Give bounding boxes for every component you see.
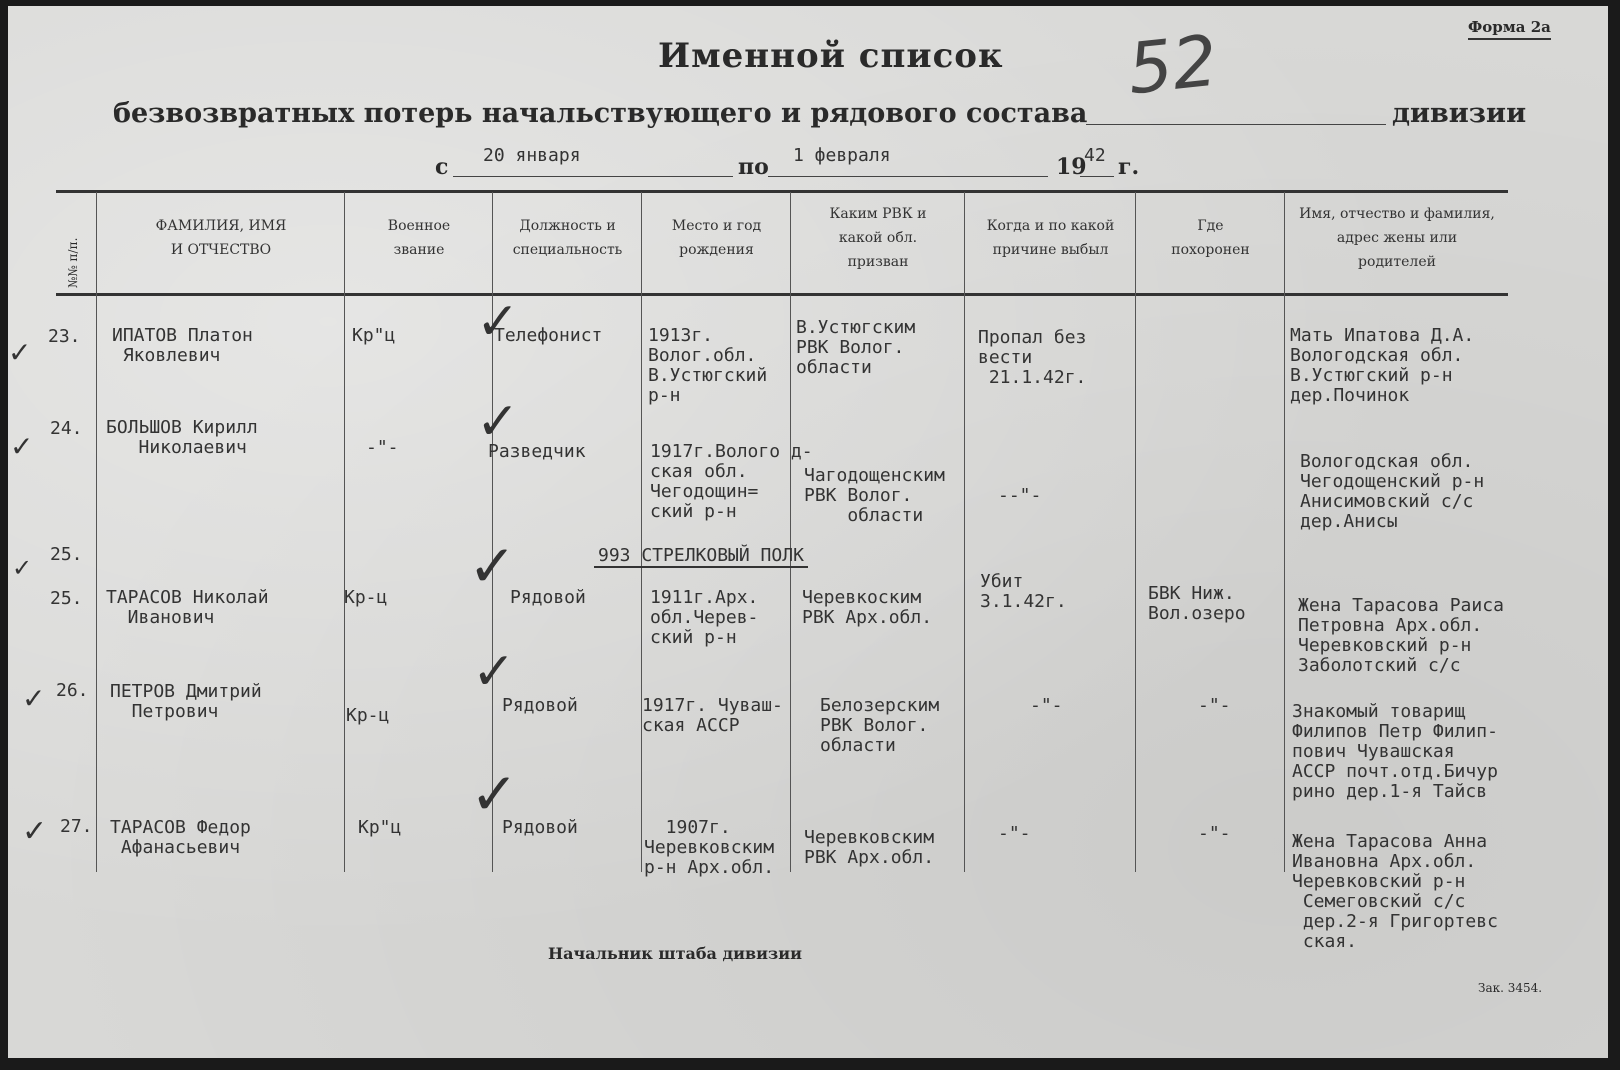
row-name: ТАРАСОВ Николай Иванович [106,587,269,628]
col-header-rank: Военное звание [387,218,451,258]
row-position: Разведчик [488,441,586,462]
row-birth: 1917г. Чуваш- ская АССР [642,695,783,736]
row-number: 27. [60,816,93,837]
row-when: -"- [1030,695,1063,716]
row-position: Телефонист [494,325,603,346]
row-when: --"- [998,485,1042,506]
subtitle-tail: дивизии [1392,98,1527,129]
row-number: 24. [50,418,83,439]
checkmark-icon: ✓ [468,532,517,600]
date-from-value: 20 января [483,145,581,166]
checkmark-icon: ✓ [470,760,519,828]
row-when: Убит 3.1.42г. [980,571,1067,612]
row-position: Рядовой [510,587,586,608]
row-number: 26. [56,680,89,701]
row-rank: Кр"ц [352,325,396,346]
row-number: 25. [50,588,83,609]
checkmark-icon: ✓ [22,814,48,849]
row-birth: 1913г. Волог.обл. В.Устюгский р-н [648,325,768,406]
date-from-label: с [435,154,449,180]
year-suffix: 42 [1084,145,1106,166]
row-when: Пропал без вести 21.1.42г. [978,327,1087,388]
col-divider [964,192,965,872]
date-to-line [768,176,1048,177]
row-relatives: Жена Тарасова Анна Ивановна Арх.обл. Черевковский р-н Семеговский с/с дер.2-я Григортевс ская. [1292,831,1498,952]
checkmark-icon: ✓ [476,292,520,352]
col-header-position: Должность и специальность [512,218,623,258]
unit-heading: 993 СТРЕЛКОВЫЙ ПОЛК [594,546,808,568]
row-position: Рядовой [502,817,578,838]
page-title: Именной список [658,36,1004,76]
row-number: 25. [50,544,83,565]
row-name: ИПАТОВ Платон Яковлевич [112,325,253,366]
row-relatives: Вологодская обл. Чегодощенский р-н Анисимовский с/с дер.Анисы [1300,451,1485,532]
row-birth: 1911г.Арх. обл.Черев- ский р-н [650,587,759,648]
row-name: БОЛЬШОВ Кирилл Николаевич [106,417,258,458]
table-top-rule [56,190,1508,193]
row-when: -"- [998,823,1031,844]
year-tail: г. [1118,154,1140,180]
row-relatives: Жена Тарасова Раиса Петровна Арх.обл. Черевковский р-н Заболотский с/с [1298,595,1504,676]
row-buried: БВК Ниж. Вол.озеро [1148,583,1246,624]
table-header-rule [56,293,1508,296]
checkmark-icon: ✓ [10,430,34,463]
row-birth: 1917г.Волого д- ская обл. Чегодощин= ский р-н [650,441,813,522]
row-buried: -"- [1198,823,1231,844]
checkmark-icon: ✓ [476,392,520,452]
checkmark-icon: ✓ [8,336,32,369]
col-divider [344,192,345,872]
row-rank: Кр-ц [346,705,390,726]
col-divider [790,192,791,872]
col-divider [96,192,97,872]
checkmark-icon: ✓ [22,682,46,715]
year-line [1080,176,1114,177]
row-position: Рядовой [502,695,578,716]
col-divider [1135,192,1136,872]
col-divider [1284,192,1285,872]
order-number: Зак. 3454. [1478,981,1543,995]
row-buried: -"- [1198,695,1231,716]
date-to-value: 1 февраля [793,145,891,166]
year-prefix: 19 [1056,154,1087,180]
col-header-when: Когда и по какой причине выбыл [986,218,1115,258]
row-rvk: Чагодощенским РВК Волог. области [804,465,945,526]
row-name: ПЕТРОВ Дмитрий Петрович [110,681,262,722]
checkmark-icon: ✓ [472,642,516,702]
col-header-name: ФАМИЛИЯ, ИМЯ И ОТЧЕСТВО [155,218,287,258]
signature-label: Начальник штаба дивизии [548,944,802,963]
date-to-label: по [738,154,769,180]
col-header-buried: Где похоронен [1171,218,1250,258]
col-header-birth: Место и год рождения [671,218,762,258]
checkmark-icon: ✓ [12,554,33,582]
date-from-line [453,176,733,177]
row-rvk: Черевкоским РВК Арх.обл. [802,587,933,628]
row-rank: -"- [366,437,399,458]
row-rvk: Черевковским РВК Арх.обл. [804,827,935,868]
col-divider [641,192,642,872]
row-rank: Кр"ц [358,817,402,838]
document-page [8,6,1608,1058]
handwritten-number: 52 [1123,19,1222,111]
row-rvk: Белозерским РВК Волог. области [820,695,940,756]
row-relatives: Знакомый товарищ Филипов Петр Филип- пович Чувашская АССР почт.отд.Бичур рино дер.1-я Тайсв [1292,701,1498,802]
col-header-relatives: Имя, отчество и фамилия, адрес жены или родителей [1299,206,1495,270]
row-rank: Кр-ц [344,587,388,608]
form-number: Форма 2а [1468,18,1551,40]
subtitle: безвозвратных потерь начальствующего и рядового состава [113,98,1088,129]
row-number: 23. [48,326,81,347]
division-fill-line [1086,124,1386,125]
col-header-rvk: Каким РВК и какой обл. призван [829,206,927,270]
row-rvk: В.Устюгским РВК Волог. области [796,317,916,378]
row-name: ТАРАСОВ Федор Афанасьевич [110,817,251,858]
row-birth: 1907г. Черевковским р-н Арх.обл. [644,817,775,878]
col-header-num: №№ п/п. [66,237,80,288]
row-relatives: Мать Ипатова Д.А. Вологодская обл. В.Устюгский р-н дер.Починок [1290,325,1475,406]
